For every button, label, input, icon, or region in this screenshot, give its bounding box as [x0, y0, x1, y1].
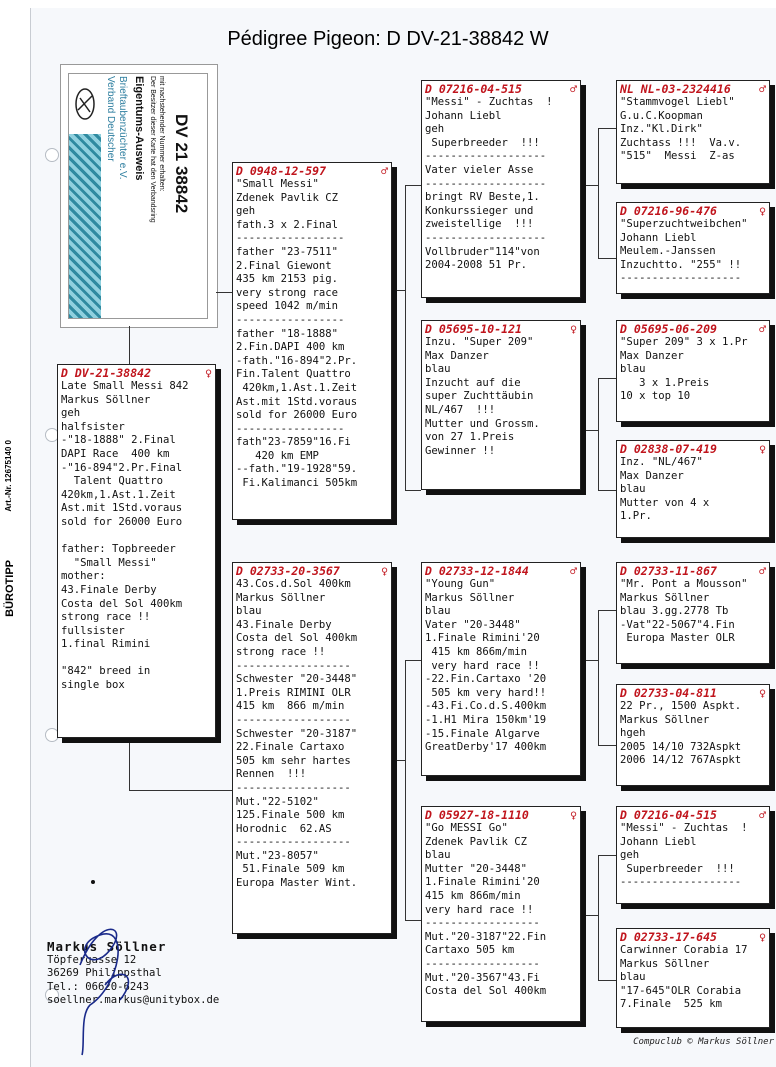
ring-id: D 05695-10-121: [425, 322, 522, 336]
sex-icon: ♀: [205, 366, 212, 380]
connector-line: [598, 258, 616, 259]
punch-hole: [45, 148, 59, 162]
connector-line: [598, 490, 616, 491]
connector-line: [598, 855, 599, 980]
connector-line: [598, 128, 616, 129]
pedigree-card-main: [57, 364, 216, 738]
connector-line: [598, 610, 616, 611]
card-body: Inzu. "Super 209" Max Danzer blau Inzucht auf die super Zuchttäubin NL/467 !!! Mutter und Grossm. von 27 1.Preis Gewinner !!: [425, 336, 540, 457]
card-body: "Small Messi" Zdenek Pavlik CZ geh fath.3 x 2.Final ----------------- father "23-7511" 2.Final Giewont 435 km 2153 pig. very strong race speed 1042 m/min ----------------- father "18-1888" 2.Fin.DAPI 400 km -fath."16-894"2.Pr. Fin.Talent Quattro 420km,1.Ast.1.Zeit Ast.mit 1Std.voraus sold for 26000 Euro ----------------- fath"23-7859"16.Fi 420 km EMP --fath."19-1928"59. Fi.Kalimanci 505km: [236, 178, 358, 490]
sex-icon: ♀: [759, 930, 766, 944]
card-body: Late Small Messi 842 Markus Söllner geh halfsister -"18-1888" 2.Final DAPI Race 400 km -"16-894"2.Pr.Final Talent Quattro 420km,1.Ast.1.Zeit Ast.mit 1Std.voraus sold for 26000 Euro father: Topbreeder "Small Messi" mother: 43.Finale Derby Costa del Sol 400km strong race !! fullsister 1.final Rimini "842" breed in single box: [61, 380, 189, 692]
ring-id: D 07216-04-515: [425, 82, 522, 96]
connector-line: [580, 430, 598, 431]
card-body: "Go MESSI Go" Zdenek Pavlik CZ blau Mutter "20-3448" 1.Finale Rimini'20 415 km 866m/min very hard race !! ------------------ Mut."20-3187"22.Fin Cartaxo 505 km ------------------ Mut."20-3567"43.Fi Costa del Sol 400km: [425, 822, 547, 998]
card-note-1: Der Besitzer dieser Karte hat den Verbandsring: [149, 76, 156, 223]
connector-line: [390, 760, 405, 761]
card-body: "Mr. Pont a Mousson" Markus Söllner blau 3.gg.2778 Tb -Vat"22-5067"4.Fin Europa Master OLR: [620, 578, 748, 645]
pigeon-emblem-icon: [69, 74, 101, 134]
ink-dot: [91, 880, 95, 884]
sex-icon: ♂: [381, 164, 388, 178]
ring-id: D 0948-12-597: [236, 164, 327, 178]
brand-label: BÜROTIPP: [4, 560, 16, 617]
pedigree-card-fmf: [616, 320, 770, 422]
pedigree-card-father-father: [421, 80, 581, 298]
ring-id: D 07216-96-476: [620, 204, 717, 218]
owner-street: Töpfergasse 12: [47, 953, 137, 966]
connector-line: [598, 980, 616, 981]
connector-line: [405, 185, 406, 490]
connector-line: [598, 610, 599, 745]
pedigree-card-ffm: [616, 202, 770, 294]
connector-line: [405, 660, 406, 920]
owner-name: Markus Söllner: [47, 939, 167, 954]
connector-line: [405, 920, 421, 921]
ring-id: D 02733-20-3567: [236, 564, 340, 578]
pedigree-card-mmm: [616, 928, 770, 1028]
sex-icon: ♂: [759, 322, 766, 336]
pedigree-card-mother-father: [421, 562, 581, 776]
sex-icon: ♂: [570, 564, 577, 578]
connector-line: [216, 292, 232, 293]
connector-line: [598, 378, 616, 379]
connector-line: [598, 855, 616, 856]
connector-line: [580, 915, 598, 916]
card-body: "Stammvogel Liebl" G.u.C.Koopman Inz."Kl.Dirk" Zuchtass !!! Va.v. "515" Messi Z-as: [620, 96, 742, 163]
card-body: "Superzuchtweibchen" Johann Liebl Meulem.-Janssen Inzuchtto. "255" !! -------------------: [620, 218, 748, 285]
card-body: 43.Cos.d.Sol 400km Markus Söllner blau 43.Finale Derby Costa del Sol 400km strong race !! ------------------ Schwester "20-3448" 1.Preis RIMINI OLR 415 km 866 m/min ------------------ Schwester "20-3187" 22.Finale Cartaxo 505 km sehr hartes Rennen !!! ------------------ Mut."22-5102" 125.Finale 500 km Horodnic 62.AS ------------------ Mut."23-8057" 51.Finale 509 km Europa Master Wint.: [236, 578, 358, 890]
pedigree-card-mff: [616, 562, 770, 664]
sex-icon: ♀: [570, 322, 577, 336]
connector-line: [598, 128, 599, 258]
connector-line: [129, 790, 232, 791]
owner-city: 36269 Philippsthal: [47, 967, 162, 980]
ring-number: DV 21 38842: [172, 114, 191, 214]
ring-id: NL NL-03-2324416: [620, 82, 731, 96]
pedigree-card-fmm: [616, 440, 770, 538]
connector-line: [598, 378, 599, 490]
pedigree-card-mother: [232, 562, 392, 934]
connector-line: [405, 490, 421, 491]
connector-line: [390, 290, 405, 291]
ring-id: D 02733-11-867: [620, 564, 717, 578]
ring-id: D 05695-06-209: [620, 322, 717, 336]
pedigree-card-mother-mother: [421, 806, 581, 1022]
connector-line: [598, 745, 616, 746]
sex-icon: ♀: [381, 564, 388, 578]
sex-icon: ♀: [570, 808, 577, 822]
sex-icon: ♀: [759, 442, 766, 456]
owner-email: soellner.markus@unitybox.de: [47, 994, 220, 1007]
card-body: "Super 209" 3 x 1.Pr Max Danzer blau 3 x 1.Preis 10 x top 10: [620, 336, 748, 403]
connector-line: [580, 660, 598, 661]
card-note-2: mit nachstehender Nummer erhalten:: [158, 76, 165, 192]
sex-icon: ♀: [759, 686, 766, 700]
card-body: 22 Pr., 1500 Aspkt. Markus Söllner hgeh 2005 14/10 732Aspkt 2006 14/12 767Aspkt: [620, 700, 742, 767]
card-heading: Eigentums-Ausweis: [133, 76, 145, 181]
sex-icon: ♂: [759, 808, 766, 822]
sex-icon: ♂: [759, 564, 766, 578]
card-body: "Messi" - Zuchtas ! Johann Liebl geh Superbreeder !!! ------------------- Vater vieler Asse ------------------- bringt RV Beste,1. Konkurssieger und zweistellige !!! ------------------- Vollbruder"114"von 2004-2008 51 Pr.: [425, 96, 553, 272]
connector-line: [580, 185, 598, 186]
card-body: Carwinner Corabia 17 Markus Söllner blau "17-645"OLR Corabia 7.Finale 525 km: [620, 944, 748, 1011]
ownership-card: [60, 64, 218, 328]
ring-id: D 02733-17-645: [620, 930, 717, 944]
owner-phone: Tel.: 06620-6243: [47, 980, 150, 993]
pedigree-card-mfm: [616, 684, 770, 786]
ring-id: D 02733-04-811: [620, 686, 717, 700]
card-body: "Young Gun" Markus Söllner blau Vater "20-3448" 1.Finale Rimini'20 415 km 866m/min very hard race !! -22.Fin.Cartaxo '20 505 km very hard!! -43.Fi.Co.d.S.400km -1.H1 Mira 150km'19 -15.Finale Algarve GreatDerby'17 400km: [425, 578, 547, 754]
org-name-1: Verband Deutscher: [105, 76, 116, 162]
ring-id: D 05927-18-1110: [425, 808, 529, 822]
page-title: Pédigree Pigeon: D DV-21-38842 W: [227, 28, 549, 50]
connector-line: [129, 326, 130, 366]
connector-line: [129, 738, 130, 790]
sex-icon: ♂: [759, 82, 766, 96]
pedigree-card-fff: [616, 80, 770, 184]
pedigree-card-mmf: [616, 806, 770, 904]
article-number: Art.-Nr. 12675140 0: [4, 440, 13, 512]
connector-line: [405, 660, 421, 661]
footer-credit: Compuclub © Markus Söllner: [633, 1037, 774, 1047]
card-body: Inz. "NL/467" Max Danzer blau Mutter von 4 x 1.Pr.: [620, 456, 710, 523]
card-body: "Messi" - Zuchtas ! Johann Liebl geh Superbreeder !!! -------------------: [620, 822, 748, 889]
pedigree-card-father-mother: [421, 320, 581, 490]
connector-line: [405, 185, 421, 186]
ring-id: D 07216-04-515: [620, 808, 717, 822]
pedigree-card-father: [232, 162, 392, 520]
ring-id: D 02838-07-419: [620, 442, 717, 456]
signature: [60, 905, 150, 1065]
ring-id: D 02733-12-1844: [425, 564, 529, 578]
ring-id: D DV-21-38842: [61, 366, 152, 380]
org-name-2: Brieftaubenzüchter e.V.: [117, 76, 128, 180]
sex-icon: ♂: [570, 82, 577, 96]
sex-icon: ♀: [759, 204, 766, 218]
